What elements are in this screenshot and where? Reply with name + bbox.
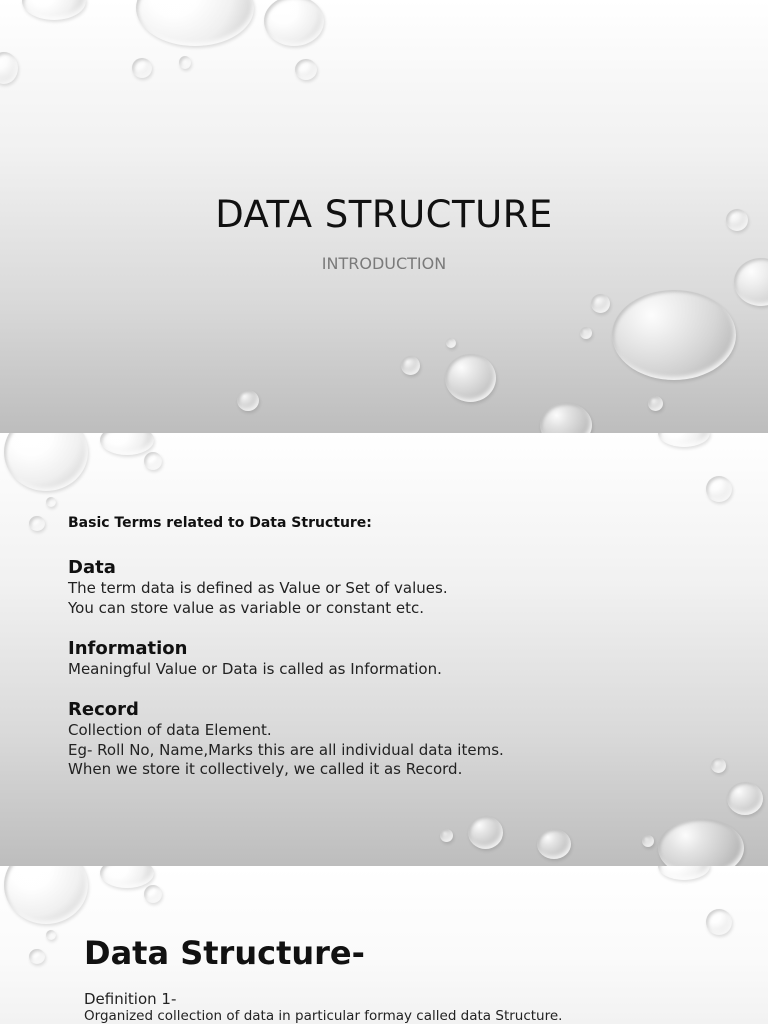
term-record bbox=[68, 699, 748, 780]
water-drop bbox=[0, 52, 18, 84]
water-drop bbox=[136, 0, 254, 46]
water-drop bbox=[295, 59, 317, 80]
slide-subtitle: INTRODUCTION bbox=[321, 254, 447, 273]
water-drop bbox=[46, 930, 56, 940]
term-information bbox=[68, 638, 748, 680]
water-drop bbox=[727, 782, 763, 815]
water-drop bbox=[29, 949, 45, 964]
slide-basic-terms bbox=[0, 433, 768, 866]
basic-terms-heading: Basic Terms related to Data Structure: bbox=[68, 515, 372, 531]
water-drop bbox=[132, 58, 152, 78]
water-drop bbox=[591, 294, 610, 313]
water-drop bbox=[46, 497, 56, 507]
water-drop bbox=[468, 816, 503, 849]
term-description-line: The term data is defined as Value or Set of values. bbox=[68, 579, 448, 597]
water-drop bbox=[537, 829, 571, 859]
water-drop bbox=[445, 354, 496, 402]
water-drop bbox=[4, 866, 88, 924]
slide-title-heading: DATA STRUCTURE bbox=[215, 193, 553, 236]
water-drop bbox=[642, 835, 654, 847]
water-drop bbox=[144, 452, 162, 470]
definition-text: Organized collection of data in particular formay called data Structure. bbox=[84, 1008, 563, 1024]
definition-label: Definition 1- bbox=[84, 990, 177, 1008]
water-drop bbox=[237, 390, 259, 411]
water-drop bbox=[440, 829, 453, 842]
term-description-line: You can store value as variable or constant etc. bbox=[68, 598, 425, 617]
water-drop bbox=[100, 433, 154, 455]
water-drop bbox=[22, 0, 86, 20]
water-drop bbox=[658, 433, 710, 447]
water-drop bbox=[706, 476, 732, 502]
term-description-line: Meaningful Value or Data is called as Information. bbox=[68, 660, 442, 678]
term-name: Record bbox=[68, 699, 139, 720]
term-description-line: Collection of data Element. bbox=[68, 721, 272, 739]
term-name: Data bbox=[68, 557, 116, 578]
term-description-line: Eg- Roll No, Name,Marks this are all individual data items. bbox=[68, 740, 504, 759]
water-drop bbox=[580, 327, 592, 339]
data-structure-title: Data Structure- bbox=[84, 934, 365, 972]
water-drop bbox=[706, 909, 732, 935]
term-name: Information bbox=[68, 638, 188, 659]
slide-title bbox=[0, 0, 768, 433]
water-drop bbox=[658, 819, 744, 866]
water-drop bbox=[648, 396, 663, 411]
water-drop bbox=[446, 338, 456, 348]
term-description-line: When we store it collectively, we called it as Record. bbox=[68, 760, 463, 778]
term-data bbox=[68, 557, 748, 618]
water-drop bbox=[658, 866, 710, 880]
slide-data-structure-definition bbox=[0, 866, 768, 1024]
water-drop bbox=[401, 356, 420, 375]
water-drop bbox=[144, 885, 162, 903]
water-drop bbox=[264, 0, 324, 46]
water-drop bbox=[179, 56, 191, 69]
water-drop bbox=[4, 433, 88, 491]
water-drop bbox=[540, 403, 592, 433]
water-drop bbox=[612, 290, 736, 380]
water-drop bbox=[29, 516, 45, 531]
water-drop bbox=[100, 866, 154, 888]
